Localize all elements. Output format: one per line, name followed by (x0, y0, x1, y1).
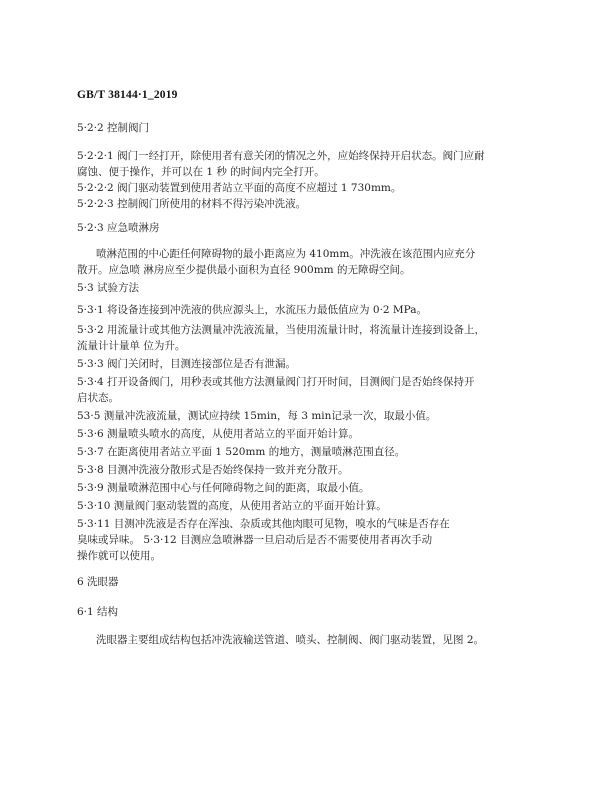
clause-5-3-7: 5·3·7 在距离使用者站立平面 1 520mm 的地方，测量喷淋范围直径。 (77, 446, 406, 458)
heading-5-3: 5·3 试验方法 (77, 282, 140, 294)
clause-5-3-6: 5·3·6 测量喷头喷水的高度，从使用者站立的平面开始计算。 (77, 428, 360, 440)
clause-5-2-2-3: 5·2·2·3 控制阀门所使用的材料不得污染冲洗液。 (77, 198, 307, 210)
clause-5-3-9: 5·3·9 测量喷淋范围中心与任何障碍物之间的距离，取最小值。 (77, 482, 370, 494)
clause-5-3-8: 5·3·8 目测冲洗液分散形式是否始终保持一致并充分散开。 (77, 464, 349, 476)
paragraph-spray-range-cont: 散开。应急喷 淋房应至少提供最小面积为直径 900mm 的无障碍空间。 (77, 264, 411, 276)
clause-5-3-12-cont: 操作就可以使用。 (77, 550, 161, 562)
clause-5-3-11: 5·3·11 目测冲洗液是否存在浑浊、杂质或其他肉眼可见物，嗅水的气味是否存在 (77, 518, 450, 530)
paragraph-structure: 洗眼器主要组成结构包括冲洗液输送管道、喷头、控制阀、阀门驱动装置，见图 2。 (96, 634, 485, 646)
clause-5-3-4: 5·3·4 打开设备阀门，用秒表或其他方法测量阀门打开时间，目测阀门是否始终保持开 (77, 376, 475, 388)
clause-5-3-1: 5·3·1 将设备连接到冲洗液的供应源头上，水流压力最低值应为 0·2 MPa。 (77, 304, 428, 316)
clause-5-2-2-1: 5·2·2·1 阀门一经打开，除使用者有意关闭的情况之外，应始终保持开启状态。阀门应耐 (77, 150, 485, 162)
heading-6: 6 洗眼器 (77, 576, 119, 588)
clause-5-3-5: 53·5 测量冲洗液流量，测试应持续 15min，每 3 min记录一次，取最小值。 (77, 410, 437, 422)
clause-5-2-2-2: 5·2·2·2 阀门驱动装置到使用者站立平面的高度不应超过 1 730mm。 (77, 182, 402, 194)
clause-5-3-4-cont: 启状态。 (77, 392, 119, 404)
clause-5-3-2: 5·3·2 用流量计或其他方法测量冲洗液流量，当使用流量计时，将流量计连接到设备上， (77, 324, 486, 336)
heading-6-1: 6·1 结构 (77, 606, 119, 618)
clause-5-3-10: 5·3·10 测量阀门驱动装置的高度，从使用者站立的平面开始计算。 (77, 500, 387, 512)
heading-5-2-2: 5·2·2 控制阀门 (77, 122, 150, 134)
paragraph-spray-range: 喷淋范围的中心距任何障碍物的最小距离应为 410mm。冲洗液在该范围内应充分 (96, 248, 476, 260)
heading-5-2-3: 5·2·3 应急喷淋房 (77, 222, 160, 234)
clause-5-3-3: 5·3·3 阀门关闭时，目测连接部位是否有泄漏。 (77, 358, 297, 370)
clause-5-3-11-cont: 臭味或异味。 5·3·12 目测应急喷淋器一旦启动后是否不需要使用者再次手动 (77, 534, 433, 546)
standard-number: GB/T 38144·1_2019 (77, 89, 178, 101)
clause-5-3-2-cont: 流量计计量单 位为升。 (77, 340, 186, 352)
clause-5-2-2-1-cont: 腐蚀、便于操作，并可以在 1 秒 的时间内完全打开。 (77, 166, 325, 178)
